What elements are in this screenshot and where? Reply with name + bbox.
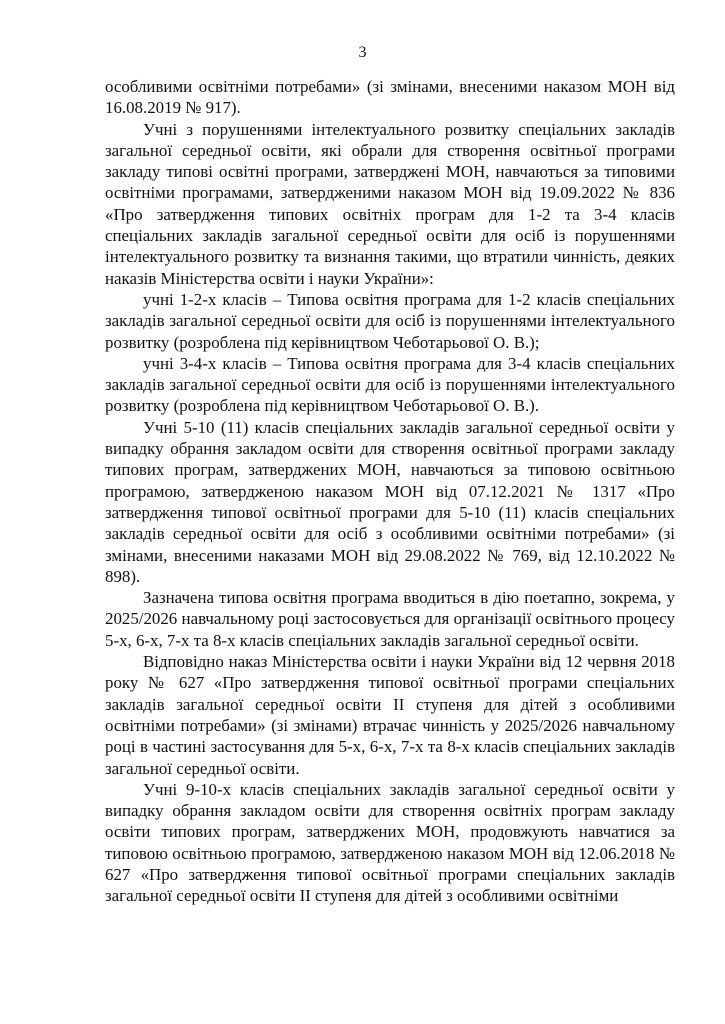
paragraph-continuation: особливими освітніми потребами» (зі змінами, внесеними наказом МОН від 16.08.2019 № 917). [105,77,675,118]
paragraph-program-introduction: Зазначена типова освітня програма вводиться в дію поетапно, зокрема, у 2025/2026 навчальному році застосовується для організації освітнього процесу 5-х, 6-х, 7-х та 8-х класів спеціальних закладів загальної середньої освіти. [105,588,675,650]
paragraph-grades-9-10: Учні 9-10-х класів спеціальних закладів загальної середньої освіти у випадку обрання закладом освіти для створення освітніх програм закладу освіти типових програм, затверджених МОН, продовжують навчатися за типовою освітньою програмою, затвердженою наказом МОН від 12.06.2018 № 627 «Про затвердження типової освітньої програми спеціальних закладів загальної середньої освіти II ступеня для дітей з особливими освітніми [105,779,675,906]
document-body [105,76,675,907]
paragraph-grades-3-4: учні 3-4-х класів – Типова освітня програма для 3-4 класів спеціальних закладів загальної середньої освіти для осіб із порушеннями інтелектуального розвитку (розроблена під керівництвом Чеботарьової О. В.). [105,353,675,416]
paragraph-grades-1-2: учні 1-2-х класів – Типова освітня програма для 1-2 класів спеціальних закладів загальної середньої освіти для осіб із порушеннями інтелектуального розвитку (розроблена під керівництвом Чеботарьової О. В.); [105,289,675,352]
paragraph-grades-5-10: Учні 5-10 (11) класів спеціальних закладів загальної середньої освіти у випадку обрання закладом освіти для створення освітньої програми закладу типових програм, затверджених МОН, навчаються за типовою освітньою програмою, затвердженою наказом МОН від 07.12.2021 № 1317 «Про затвердження типової освітньої програми для 5-10 (11) класів спеціальних закладів середньої освіти для осіб з особливими освітніми потребами» (зі змінами, внесеними наказами МОН від 29.08.2022 № 769, від 12.10.2022 № 898). [105,417,675,586]
paragraph-order-627: Відповідно наказ Міністерства освіти і науки України від 12 червня 2018 року № 627 «Про затвердження типової освітньої програми спеціальних закладів загальної середньої освіти II ступеня для дітей з особливими освітніми потребами» (зі змінами) втрачає чинність у 2025/2026 навчальному році в частині застосування для 5-х, 6-х, 7-х та 8-х класів спеціальних закладів загальної середньої освіти. [105,652,675,778]
page-number: 3 [358,44,367,61]
paragraph-intellectual-disabilities: Учні з порушеннями інтелектуального розвитку спеціальних закладів загальної середньої освіти, які обрали для створення освітньої програми закладу типові освітні програми, затверджені МОН, навчаються за типовими освітніми програмами, затвердженими наказом МОН від 19.09.2022 № 836 «Про затвердження типових освітніх програм для 1-2 та 3-4 класів спеціальних закладів загальної середньої освіти для осіб із порушеннями інтелектуального розвитку та визнання такими, що втратили чинність, деяких наказів Міністерства освіти і науки України»: [105,119,675,288]
